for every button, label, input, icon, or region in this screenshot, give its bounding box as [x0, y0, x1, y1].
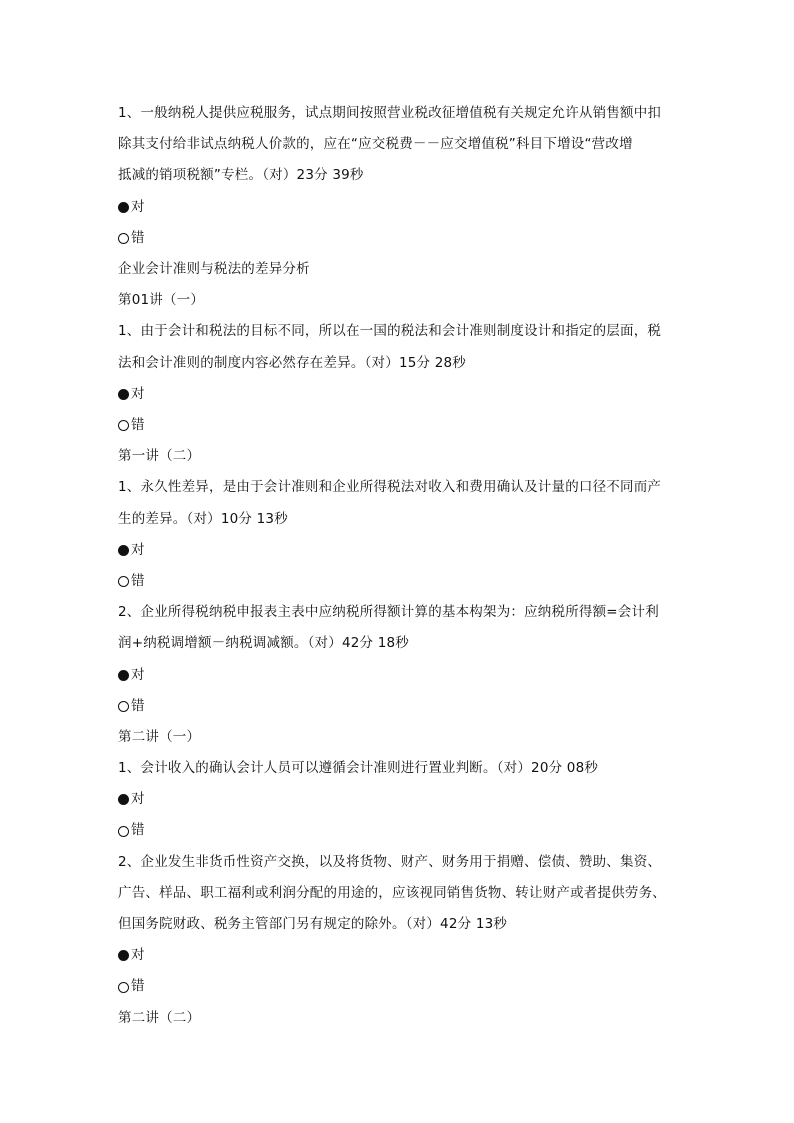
radio-selected-icon[interactable]: [118, 794, 129, 805]
radio-unselected-icon[interactable]: [118, 420, 129, 431]
option-label: 对: [131, 541, 145, 558]
option-false[interactable]: [118, 566, 678, 597]
option-label: 对: [131, 385, 145, 402]
radio-selected-icon[interactable]: [118, 950, 129, 961]
radio-unselected-icon[interactable]: [118, 576, 129, 587]
option-label: 对: [131, 947, 145, 964]
option-true[interactable]: [118, 192, 678, 223]
radio-unselected-icon[interactable]: [118, 233, 129, 244]
section-heading: 第二讲（二）: [118, 1009, 201, 1026]
question-text: [118, 597, 678, 659]
question-line: 但国务院财政、税务主管部门另有规定的除外。（对）42分 13秒: [118, 916, 508, 933]
question-line: 1、永久性差异，是由于会计准则和企业所得税法对收入和费用确认及计量的口径不同而产: [118, 479, 662, 496]
section-heading: 第一讲（二）: [118, 448, 201, 465]
option-false[interactable]: [118, 971, 678, 1002]
option-label: 错: [131, 822, 145, 839]
option-false[interactable]: [118, 691, 678, 722]
question-line: 1、一般纳税人提供应税服务，试点期间按照营业税改征增值税有关规定允许从销售额中扣: [118, 105, 662, 121]
question-line: 生的差异。（对）10分 13秒: [118, 510, 288, 527]
option-true[interactable]: [118, 784, 678, 815]
radio-selected-icon[interactable]: [118, 389, 129, 400]
question-line: 法和会计准则的制度内容必然存在差异。（对）15分 28秒: [118, 354, 466, 371]
radio-selected-icon[interactable]: [118, 202, 129, 213]
question-text: [118, 472, 678, 534]
option-false[interactable]: [118, 223, 678, 254]
radio-selected-icon[interactable]: [118, 670, 129, 681]
option-label: 对: [131, 198, 145, 215]
option-label: 错: [131, 572, 145, 589]
option-true[interactable]: [118, 379, 678, 410]
radio-unselected-icon[interactable]: [118, 982, 129, 993]
question-text: [118, 753, 678, 784]
question-line: 1、会计收入的确认会计人员可以遵循会计准则进行置业判断。（对）20分 08秒: [118, 760, 599, 777]
option-true[interactable]: [118, 660, 678, 691]
question-line: 2、企业发生非货币性资产交换，以及将货物、财产、财务用于捐赠、偿债、赞助、集资、: [118, 853, 662, 870]
question-text: [118, 98, 678, 192]
option-true[interactable]: [118, 940, 678, 971]
section-heading: 第01讲（一）: [118, 292, 205, 309]
question-text: [118, 316, 678, 378]
option-label: 对: [131, 791, 145, 808]
option-label: 错: [131, 697, 145, 714]
question-line: 1、由于会计和税法的目标不同，所以在一国的税法和会计准则制度设计和指定的层面，税: [118, 323, 662, 340]
radio-unselected-icon[interactable]: [118, 701, 129, 712]
option-label: 错: [131, 416, 145, 433]
option-true[interactable]: [118, 535, 678, 566]
question-line: 抵减的销项税额”专栏。（对）23分 39秒: [118, 167, 364, 184]
question-line: 除其支付给非试点纳税人价款的，应在“应交税费－－应交增值税”科目下增设“营改增: [118, 136, 633, 153]
question-line: 润+纳税调增额－纳税调减额。（对）42分 18秒: [118, 635, 410, 652]
question-line: 广告、样品、职工福利或利润分配的用途的，应该视同销售货物、转让财产或者提供劳务、: [118, 884, 666, 901]
section-heading: 企业会计准则与税法的差异分析: [118, 260, 310, 277]
option-label: 对: [131, 666, 145, 683]
question-text: [118, 847, 678, 941]
radio-selected-icon[interactable]: [118, 545, 129, 556]
option-label: 错: [131, 229, 145, 246]
option-false[interactable]: [118, 815, 678, 846]
option-false[interactable]: [118, 410, 678, 441]
radio-unselected-icon[interactable]: [118, 826, 129, 837]
question-line: 2、企业所得税纳税申报表主表中应纳税所得额计算的基本构架为：应纳税所得额=会计利: [118, 604, 659, 621]
option-label: 错: [131, 978, 145, 995]
section-heading: 第二讲（一）: [118, 728, 201, 745]
document-content: [118, 98, 678, 1034]
